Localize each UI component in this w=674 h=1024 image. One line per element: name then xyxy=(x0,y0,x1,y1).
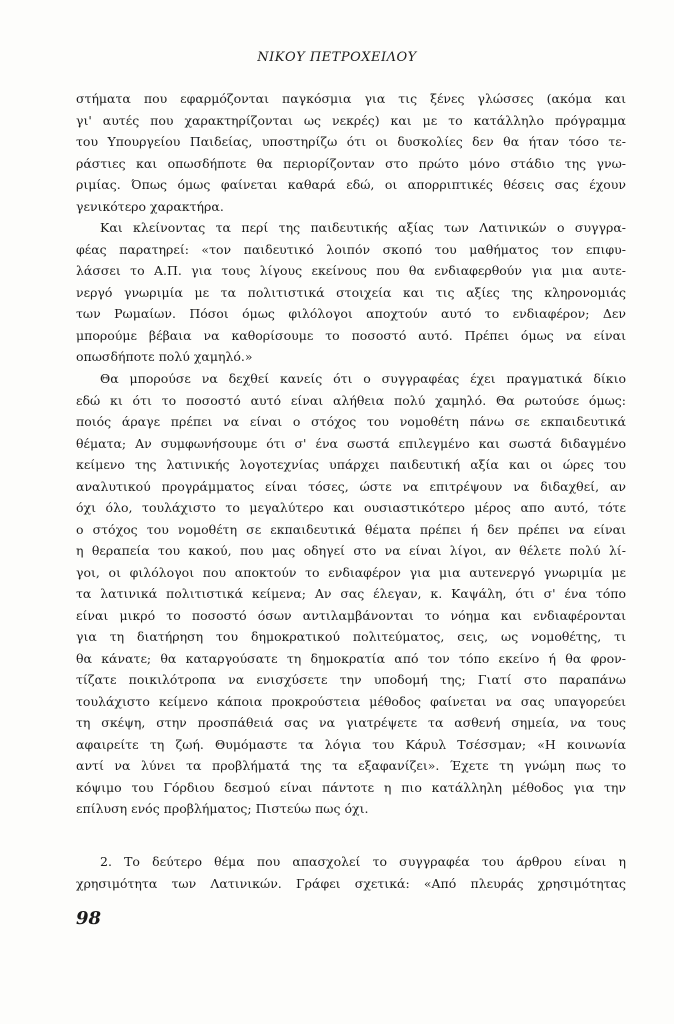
text-line: για τη διατήρηση του δημοκρατικού πολιτεύματος, σεις, ως νομοθέτης, τι xyxy=(76,629,626,644)
text-line: 2. Το δεύτερο θέμα που απασχολεί το συγγραφέα του άρθρου είναι η xyxy=(100,854,626,869)
text-line: νεργό γνωριμία με τα πολιτιστικά στοιχεία και τις αξίες της κληρονομιάς xyxy=(76,284,626,300)
text-line: τίζατε ποικιλότροπα να ενισχύσετε την υποδομή της; Γιατί στο παραπάνω xyxy=(76,672,626,687)
text-line: Και κλείνοντας τα περί της παιδευτικής αξίας των Λατινικών ο συγγρα- xyxy=(100,220,626,235)
text-line: τη σκέψη, στην προσπάθειά σας να γιατρέψετε τα ασθενή σημεία, να τους xyxy=(76,715,626,730)
text-line: γι' αυτές που χαρακτηρίζονται ως νεκρές) και με το κατάλληλο πρόγραμμα xyxy=(76,112,626,128)
text-line: θέματα; Αν συμφωνήσουμε ότι σ' ένα σωστά επιλεγμένο και σωστά διδαγμένο xyxy=(76,435,626,451)
page-number: 98 xyxy=(76,908,102,929)
text-line: επίλυση ενός προβλήματος; Πιστεύω πως όχι. xyxy=(76,801,369,816)
text-line: κείμενο της λατινικής λογοτεχνίας υπάρχει παιδευτική αξία και οι ώρες του xyxy=(76,457,626,472)
text-line: τα λατινικά πολιτιστικά κείμενα; Αν σας έλεγαν, κ. Καψάλη, ότι σ' ένα τόπο xyxy=(76,586,626,601)
text-line: γενικότερο χαρακτήρα. xyxy=(76,198,224,214)
text-line: ριμίας. Όπως όμως φαίνεται καθαρά εδώ, οι απορριπτικές θέσεις σας έχουν xyxy=(76,177,626,192)
text-line: θα κάνατε; θα καταργούσατε τη δημοκρατία από τον τόπο εκείνο ή θα φρον- xyxy=(76,650,626,666)
text-line: αναλυτικού προγράμματος είναι τόσες, ώστε να επιτρέψουν να διδαχθεί, αν xyxy=(76,478,626,494)
text-line: τουλάχιστο κείμενο κάποια προκρούστεια μέθοδος φαίνεται να σας υπαγορεύει xyxy=(76,693,626,709)
paragraph-closing-remarks xyxy=(76,217,626,368)
text-line: του Υπουργείου Παιδείας, υποστηρίζω ότι οι δυσκολίες δεν θα ήταν τόσο τε- xyxy=(76,134,626,149)
text-line: λάσσει το Α.Π. για τους λίγους εκείνους που θα ενδιαφερθούν για μια αυτε- xyxy=(76,263,626,278)
text-line: των Ρωμαίων. Πόσοι όμως φιλόλογοι αποχτούν αυτό το ενδιαφέρον; Δεν xyxy=(76,306,626,321)
text-line: Θα μπορούσε να δεχθεί κανείς ότι ο συγγραφέας έχει πραγματικά δίκιο xyxy=(100,371,626,386)
text-line: κόψιμο του Γόρδιου δεσμού είναι πάντοτε η πιο κατάλληλη μέθοδος για την xyxy=(76,779,626,795)
paragraph-continuation xyxy=(76,88,626,217)
text-line: οπωσδήποτε πολύ χαμηλό.» xyxy=(76,349,253,364)
paragraph-section-2 xyxy=(76,851,626,894)
text-line: όχι όλο, τουλάχιστο το μεγαλύτερο και ουσιαστικότερο μέρος απο αυτό, τότε xyxy=(76,500,626,515)
text-line: γοι, οι φιλόλογοι που αποκτούν το ενδιαφέρον για μια αυτενεργό γνωριμία με xyxy=(76,564,626,580)
text-line: ράστιες και οπωσδήποτε θα περιορίζονταν στο πρώτο μόνο στάδιο της γνω- xyxy=(76,155,626,171)
text-line: μπορούμε βέβαια να καθορίσουμε το ποσοστό αυτό. Πρέπει όμως να είναι xyxy=(76,327,626,343)
text-line: ο στόχος του νομοθέτη σε εκπαιδευτικά θέματα πρέπει ή δεν πρέπει να είναι xyxy=(76,521,626,537)
text-line: φέας παρατηρεί: «τον παιδευτικό λοιπόν σκοπό του μαθήματος τον επιφυ- xyxy=(76,241,626,257)
text-line: είναι μικρό το ποσοστό όσων αντιλαμβάνονται το νόημα και ενδιαφέρονται xyxy=(76,607,626,623)
text-line: αφαιρείτε τη ζωή. Θυμόμαστε τα λόγια του Κάρυλ Τσέσσμαν; «Η κοινωνία xyxy=(76,736,626,752)
text-line: η θεραπεία του κακού, που μας οδηγεί στο να είναι λίγοι, αν θέλετε πολύ λί- xyxy=(76,543,626,558)
text-line: χρησιμότητα των Λατινικών. Γράφει σχετικά: «Από πλευράς χρησιμότητας xyxy=(76,875,626,891)
running-header: ΝΙΚΟΥ ΠΕΤΡΟΧΕΙΛΟΥ xyxy=(257,50,417,65)
text-line: αντί να λύνει τα προβλήματά της τα εξαφανίζει». Έχετε τη γνώμη πως το xyxy=(76,758,626,773)
text-line: εδώ κι ότι το ποσοστό αυτό είναι αλήθεια πολύ χαμηλό. Θα ρωτούσε όμως: xyxy=(76,392,626,408)
paragraph-argument xyxy=(76,368,626,820)
text-line: ποιός άραγε πρέπει να είναι ο στόχος του νομοθέτη πάνω σε εκπαιδευτικά xyxy=(76,414,626,429)
text-line: στήματα που εφαρμόζονται παγκόσμια για τις ξένες γλώσσες (ακόμα και xyxy=(76,91,626,106)
